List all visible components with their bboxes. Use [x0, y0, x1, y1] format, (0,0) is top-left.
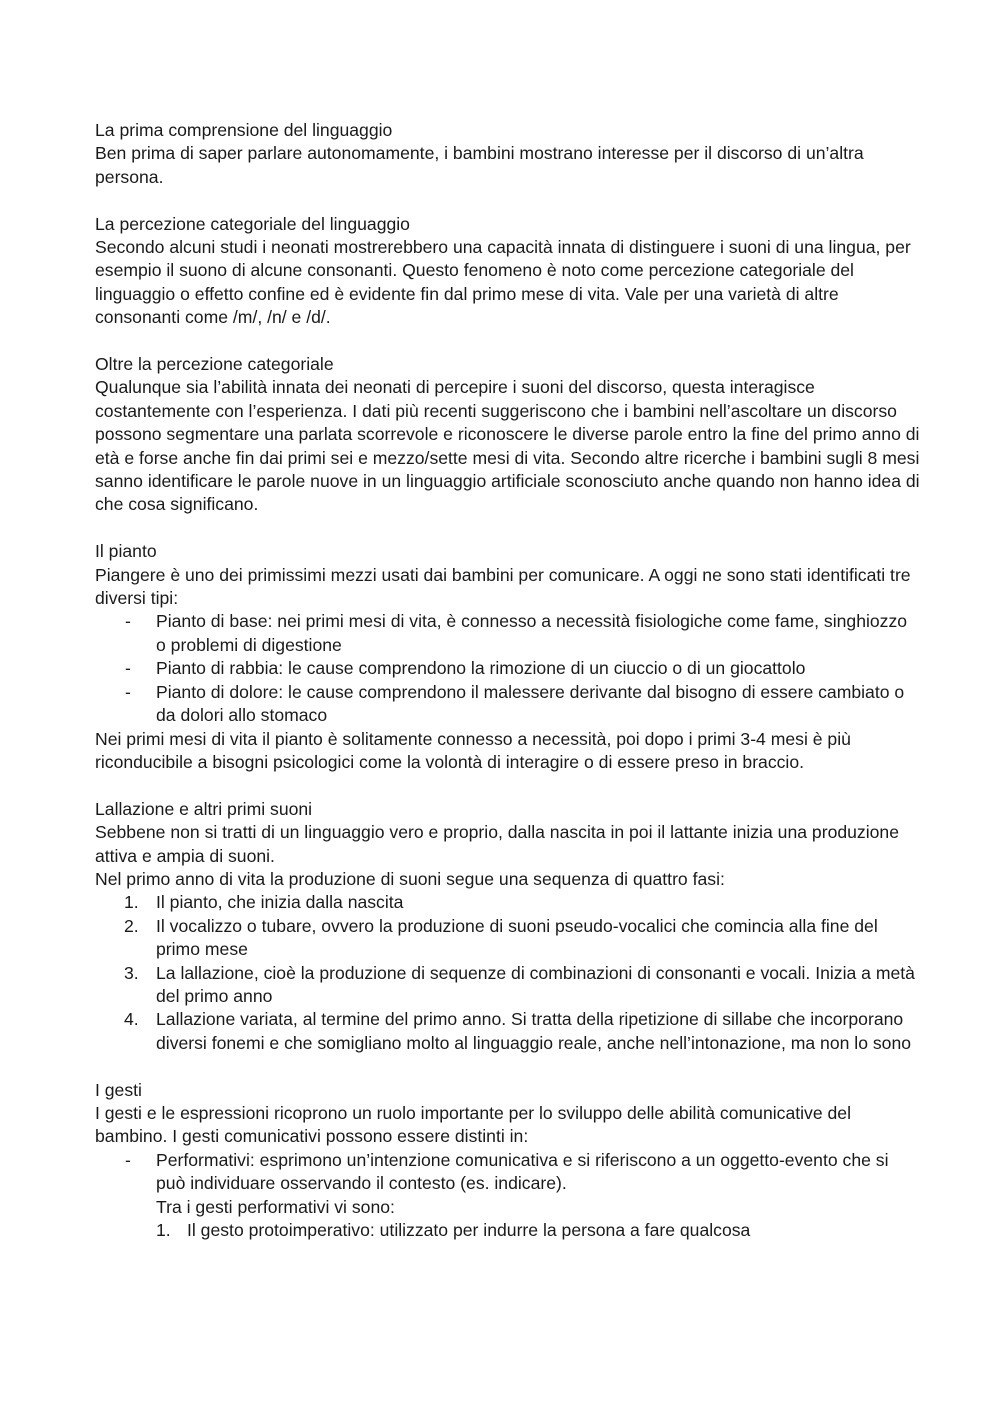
section-intro: Sebbene non si tratti di un linguaggio vero e proprio, dalla nascita in poi il lattante inizia una produzione attiva e ampia di suoni. [95, 822, 899, 866]
crying-types-list [95, 610, 920, 727]
section-intro: Piangere è uno dei primissimi mezzi usati dai bambini per comunicare. A oggi ne sono stati identificati tre diversi tipi: [95, 564, 911, 609]
list-item-text: La lallazione, cioè la produzione di sequenze di combinazioni di consonanti e vocali. Inizia a metà del primo anno [156, 962, 915, 1006]
section-heading: La percezione categoriale del linguaggio [95, 213, 410, 234]
list-item-text: Il vocalizzo o tubare, ovvero la produzione di suoni pseudo-vocalici che comincia alla fine del primo mese [156, 915, 878, 960]
section-heading: Oltre la percezione categoriale [95, 354, 334, 375]
list-item [95, 657, 920, 680]
bullet-marker: - [125, 1149, 131, 1170]
list-item [95, 1008, 920, 1055]
section-body: Qualunque sia l’abilità innata dei neonati di percepire i suoni del discorso, questa interagisce costantemente con l’esperienza. I dati più recenti suggeriscono che i bambini nell’ascoltare un discorso possono segmentare una parlata scorrevole e riconoscere le diverse parole entro la fine del primo anno di età e forse anche fin dai primi sei e mezzo/sette mesi di vita. Secondo altre ricerche i bambini sugli 8 mesi sanno identificare le parole nuove in un linguaggio artificiale sconosciuto anche quando non hanno idea di che cosa significano. [95, 377, 920, 515]
list-item-text: Il pianto, che inizia dalla nascita [156, 892, 404, 913]
section-outro: Nei primi mesi di vita il pianto è solitamente connesso a necessità, poi dopo i primi 3-4 mesi è più riconducibile a bisogni psicologici come la volontà di interagire o di essere preso in braccio. [95, 728, 851, 772]
bullet-marker: - [125, 658, 131, 679]
section-heading: I gesti [95, 1079, 142, 1100]
number-marker: 2. [124, 915, 139, 936]
list-item [95, 610, 920, 657]
performative-gestures-list [95, 1219, 920, 1242]
section-body: Ben prima di saper parlare autonomamente, i bambini mostrano interesse per il discorso di un’altra persona. [95, 143, 864, 187]
list-item [95, 1149, 920, 1196]
list-item-text: Pianto di base: nei primi mesi di vita, è connesso a necessità fisiologiche come fame, singhiozzo o problemi di digestione [156, 611, 908, 655]
section-heading: La prima comprensione del linguaggio [95, 120, 393, 140]
list-item [95, 915, 920, 962]
bullet-marker: - [125, 681, 131, 702]
list-item-text: Pianto di rabbia: le cause comprendono la rimozione di un ciuccio o di un giocattolo [156, 658, 806, 679]
section-intro: Nel primo anno di vita la produzione di suoni segue una sequenza di quattro fasi: [95, 868, 725, 889]
list-item-text: Il gesto protoimperativo: utilizzato per indurre la persona a fare qualcosa [187, 1220, 751, 1241]
list-item [95, 962, 920, 1009]
section-intro: I gesti e le espressioni ricoprono un ruolo importante per lo sviluppo delle abilità comunicative del bambino. I gesti comunicativi possono essere distinti in: [95, 1102, 851, 1147]
sound-phases-list [95, 891, 920, 1055]
list-item [95, 1219, 920, 1242]
number-marker: 4. [124, 1009, 139, 1030]
section-heading: Il pianto [95, 541, 157, 562]
list-item-text: Lallazione variata, al termine del primo anno. Si tratta della ripetizione di sillabe che incorporano diversi fonemi e che somigliano molto al linguaggio reale, anche nell’intonazione, ma non lo sono [156, 1009, 912, 1053]
list-item-text: Performativi: esprimono un’intenzione comunicativa e si riferiscono a un oggetto-evento che si può individuare osservando il contesto (es. indicare). [156, 1149, 889, 1194]
list-item-text: Pianto di dolore: le cause comprendono il malessere derivante dal bisogno di essere cambiato o da dolori allo stomaco [156, 681, 905, 726]
number-marker: 1. [156, 1220, 171, 1241]
bullet-marker: - [125, 611, 131, 632]
list-item [95, 681, 920, 728]
number-marker: 1. [124, 892, 139, 913]
list-item [95, 891, 920, 914]
section-body: Secondo alcuni studi i neonati mostrerebbero una capacità innata di distinguere i suoni di una lingua, per esempio il suono di alcune consonanti. Questo fenomeno è noto come percezione categoriale del linguaggio o effetto confine ed è evidente fin dal primo mese di vita. Vale per una varietà di altre consonanti come /m/, /n/ e /d/. [95, 237, 911, 328]
section-heading: Lallazione e altri primi suoni [95, 798, 313, 819]
number-marker: 3. [124, 962, 139, 983]
sub-intro: Tra i gesti performativi vi sono: [156, 1196, 395, 1217]
gesture-types-list [95, 1149, 920, 1196]
